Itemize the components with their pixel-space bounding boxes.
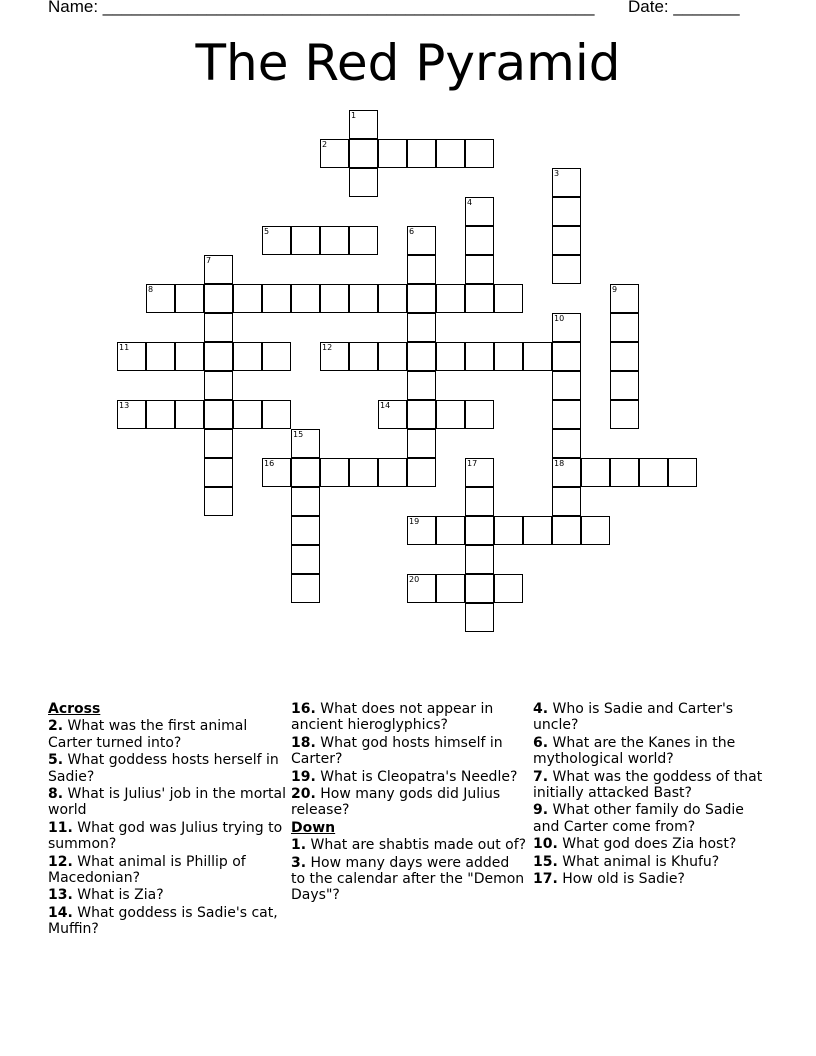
clue-number: 20 [409,575,420,584]
grid-cell[interactable] [465,255,494,284]
grid-cell[interactable] [349,284,378,313]
grid-cell[interactable] [436,284,465,313]
across-heading: Across [48,701,101,717]
down-heading: Down [291,819,336,836]
grid-cell[interactable] [175,284,204,313]
grid-cell[interactable] [494,284,523,313]
grid-cell[interactable] [407,313,436,342]
grid-cell[interactable] [465,284,494,313]
grid-cell[interactable] [146,284,175,313]
grid-cell[interactable] [262,342,291,371]
clue-number: 5 [264,227,270,236]
clue-number: 16 [264,459,275,468]
clue-number: 11 [119,343,130,352]
grid-cell[interactable] [146,400,175,429]
clue-number: 13 [119,401,130,410]
grid-cell[interactable] [204,313,233,342]
grid-cell[interactable] [465,197,494,226]
grid-cell[interactable] [320,458,349,487]
grid-cell[interactable] [552,255,581,284]
grid-cell[interactable] [407,284,436,313]
grid-cell[interactable] [465,574,494,603]
grid-cell[interactable] [320,342,349,371]
grid-cell[interactable] [581,458,610,487]
grid-cell[interactable] [204,458,233,487]
clue-down-1: 1. What are shabtis made out of? [291,837,527,854]
grid-cell[interactable] [494,574,523,603]
grid-cell[interactable] [552,226,581,255]
grid-cell[interactable] [146,342,175,371]
grid-cell[interactable] [407,429,436,458]
grid-cell[interactable] [610,458,639,487]
grid-cell[interactable] [465,342,494,371]
grid-cell[interactable] [610,313,639,342]
grid-cell[interactable] [349,226,378,255]
grid-cell[interactable] [349,458,378,487]
grid-cell[interactable] [465,603,494,632]
grid-cell[interactable] [639,458,668,487]
grid-cell[interactable] [349,139,378,168]
grid-cell[interactable] [262,458,291,487]
clue-number: 8 [148,285,154,294]
grid-cell[interactable] [552,516,581,545]
grid-cell[interactable] [117,400,146,429]
clue-across-20: 20. How many gods did Julius release? [291,786,501,819]
grid-cell[interactable] [204,371,233,400]
grid-cell[interactable] [465,139,494,168]
grid-cell[interactable] [494,342,523,371]
grid-cell[interactable] [407,516,436,545]
grid-cell[interactable] [407,139,436,168]
grid-cell[interactable] [407,458,436,487]
clue-number: 19 [409,517,420,526]
grid-cell[interactable] [204,255,233,284]
grid-cell[interactable] [320,139,349,168]
grid-cell[interactable] [378,139,407,168]
grid-cell[interactable] [407,371,436,400]
grid-cell[interactable] [610,400,639,429]
grid-cell[interactable] [610,284,639,313]
grid-cell[interactable] [204,429,233,458]
clue-number: 9 [612,285,618,294]
grid-cell[interactable] [117,342,146,371]
grid-cell[interactable] [465,545,494,574]
clue-down-10: 10. What god does Zia host? [533,836,737,853]
clue-number: 3 [554,169,560,178]
grid-cell[interactable] [465,487,494,516]
grid-cell[interactable] [204,342,233,371]
grid-cell[interactable] [320,284,349,313]
grid-cell[interactable] [465,400,494,429]
grid-cell[interactable] [552,168,581,197]
grid-cell[interactable] [552,429,581,458]
clues-column-3 [533,701,773,888]
grid-cell[interactable] [581,516,610,545]
grid-cell[interactable] [204,400,233,429]
grid-cell[interactable] [552,458,581,487]
clue-across-13: 13. What is Zia? [48,887,164,904]
clue-number: 1 [351,111,357,120]
clue-number: 7 [206,256,212,265]
clue-down-4: 4. Who is Sadie and Carter's uncle? [533,701,734,734]
grid-cell[interactable] [291,458,320,487]
grid-cell[interactable] [233,284,262,313]
grid-cell[interactable] [610,371,639,400]
grid-cell[interactable] [175,342,204,371]
grid-cell[interactable] [378,458,407,487]
grid-cell[interactable] [291,226,320,255]
grid-cell[interactable] [465,516,494,545]
puzzle-title: The Red Pyramid [195,34,621,92]
clues-column-1 [48,701,288,939]
clue-number: 10 [554,314,565,323]
grid-cell[interactable] [233,342,262,371]
grid-cell[interactable] [262,226,291,255]
grid-cell[interactable] [552,371,581,400]
grid-cell[interactable] [494,516,523,545]
grid-cell[interactable] [378,342,407,371]
clue-across-2: 2. What was the first animal Carter turned into? [48,718,248,751]
clue-down-17: 17. How old is Sadie? [533,871,685,888]
clue-across-16: 16. What does not appear in ancient hieroglyphics? [291,701,494,734]
clue-across-14: 14. What goddess is Sadie's cat, Muffin? [48,904,278,938]
grid-cell[interactable] [552,400,581,429]
clue-down-15: 15. What animal is Khufu? [533,853,720,870]
clue-down-3: 3. How many days were added to the calendar after the "Demon Days"? [291,854,525,904]
clue-number: 18 [554,459,565,468]
grid-cell[interactable] [407,255,436,284]
grid-cell[interactable] [291,574,320,603]
grid-cell[interactable] [320,226,349,255]
grid-cell[interactable] [291,545,320,574]
grid-cell[interactable] [465,458,494,487]
grid-cell[interactable] [436,574,465,603]
clues-column-2 [291,701,527,905]
clue-number: 14 [380,401,391,410]
grid-cell[interactable] [349,110,378,139]
clue-number: 4 [467,198,473,207]
grid-cell[interactable] [407,574,436,603]
clue-down-6: 6. What are the Kanes in the mythological world? [533,734,736,768]
grid-cell[interactable] [204,487,233,516]
grid-cell[interactable] [291,284,320,313]
grid-cell[interactable] [291,487,320,516]
grid-cell[interactable] [436,400,465,429]
grid-cell[interactable] [407,342,436,371]
grid-cell[interactable] [436,342,465,371]
grid-cell[interactable] [523,342,552,371]
grid-cell[interactable] [552,313,581,342]
clue-number: 2 [322,140,328,149]
date-field-label[interactable]: Date: _______ [628,0,740,16]
grid-cell[interactable] [378,284,407,313]
clue-number: 6 [409,227,415,236]
clue-down-7: 7. What was the goddess of that initially attacked Bast? [533,768,763,802]
clue-across-5: 5. What goddess hosts herself in Sadie? [48,752,279,785]
grid-cell[interactable] [291,429,320,458]
grid-cell[interactable] [668,458,697,487]
clue-number: 17 [467,459,478,468]
grid-cell[interactable] [465,226,494,255]
clue-number: 15 [293,430,304,439]
grid-cell[interactable] [552,197,581,226]
clue-down-9: 9. What other family do Sadie and Carter come from? [533,802,744,835]
name-field-label[interactable]: Name: ____________________________________________________ [48,0,595,16]
grid-cell[interactable] [262,284,291,313]
grid-cell[interactable] [175,400,204,429]
grid-cell[interactable] [436,516,465,545]
grid-cell[interactable] [291,516,320,545]
grid-cell[interactable] [552,487,581,516]
grid-cell[interactable] [407,400,436,429]
grid-cell[interactable] [523,516,552,545]
clue-number: 12 [322,343,333,352]
grid-cell[interactable] [552,342,581,371]
clue-across-19: 19. What is Cleopatra's Needle? [291,768,518,785]
clue-across-11: 11. What god was Julius trying to summon? [48,819,283,853]
grid-cell[interactable] [204,284,233,313]
grid-cell[interactable] [610,342,639,371]
grid-cell[interactable] [436,139,465,168]
clue-across-8: 8. What is Julius' job in the mortal world [48,786,286,819]
grid-cell[interactable] [349,168,378,197]
grid-cell[interactable] [349,342,378,371]
grid-cell[interactable] [407,226,436,255]
clue-across-12: 12. What animal is Phillip of Macedonian? [48,853,246,887]
clue-across-18: 18. What god hosts himself in Carter? [291,734,503,768]
grid-cell[interactable] [378,400,407,429]
grid-cell[interactable] [233,400,262,429]
grid-cell[interactable] [262,400,291,429]
